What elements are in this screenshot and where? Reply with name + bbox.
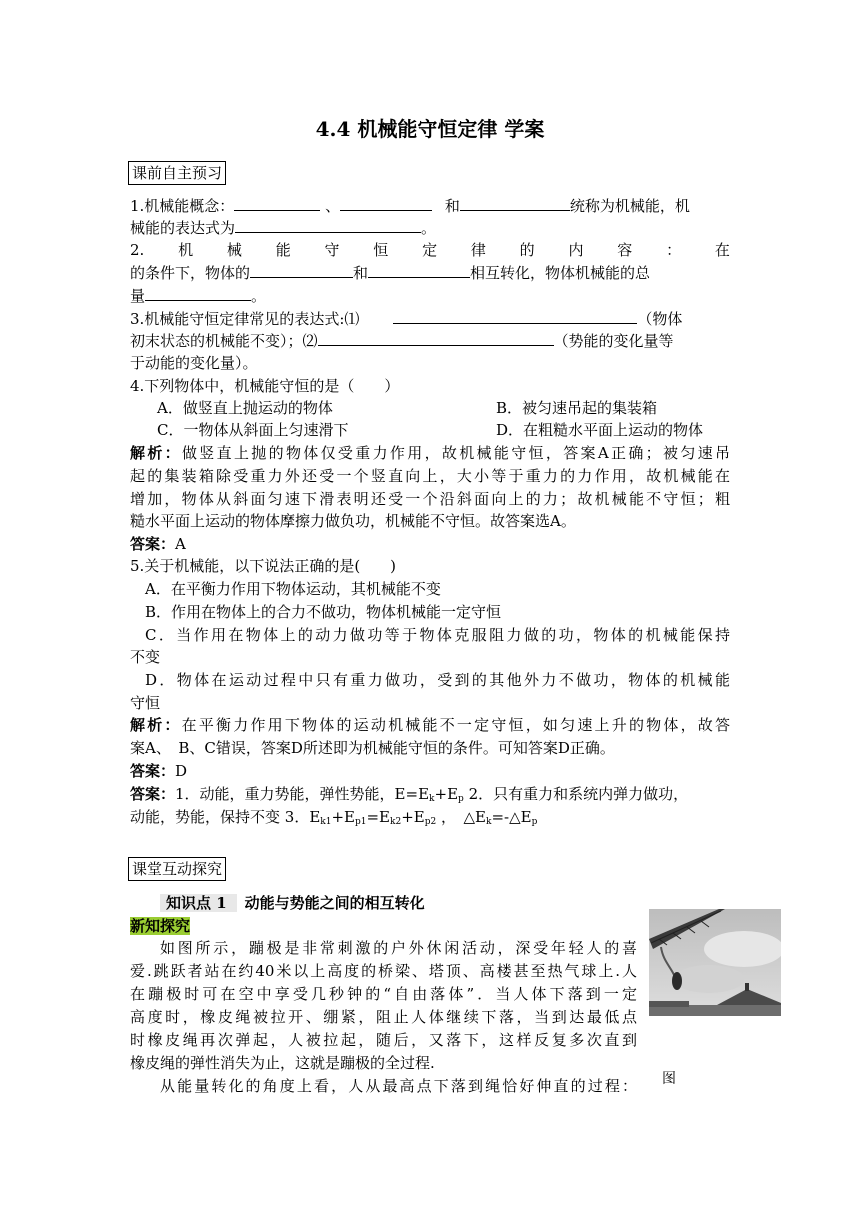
para1-line4: 高度时，橡皮绳被拉开、绷紧，阻止人体继续下落，当到达最低点 bbox=[130, 1008, 637, 1026]
blank bbox=[235, 217, 421, 233]
blank bbox=[340, 195, 432, 211]
q5-answer: 答案：D bbox=[130, 762, 188, 780]
figure-caption: 图 bbox=[662, 1071, 676, 1087]
para1-line6: 橡皮绳的弹性消失为止，这就是蹦极的全过程. bbox=[130, 1054, 435, 1072]
q4-option-c: C．一物体从斜面上匀速滑下 bbox=[157, 421, 349, 439]
blank bbox=[460, 195, 570, 211]
blank bbox=[250, 262, 353, 278]
blank bbox=[368, 262, 470, 278]
q4-analysis-line3: 增加，物体从斜面匀速下滑表明还受一个沿斜面向上的力；故机械能不守恒；粗 bbox=[130, 490, 730, 508]
para1-line1: 如图所示，蹦极是非常刺激的户外休闲活动，深受年轻人的喜 bbox=[160, 939, 637, 957]
q4-stem: 4.下列物体中，机械能守恒的是（ ） bbox=[130, 377, 400, 395]
answers-line2: 动能，势能，保持不变 3．$E_{k1}+E_{p1}=E_{k2}+E_{p2}$ ， $\triangle E_k=-\triangle E_p$ bbox=[130, 808, 538, 827]
section-label-preview: 课前自主预习 bbox=[128, 161, 226, 185]
q4-analysis-line2: 起的集装箱除受重力外还受一个竖直向上，大小等于重力的力作用，故机械能在 bbox=[130, 467, 730, 485]
section-label-classroom: 课堂互动探究 bbox=[128, 857, 226, 881]
q3-line3: 于动能的变化量）。 bbox=[130, 354, 258, 372]
q5-option-b: B．作用在物体上的合力不做功，物体机械能一定守恒 bbox=[145, 603, 502, 621]
q5-stem: 5.关于机械能，以下说法正确的是( ) bbox=[130, 557, 397, 575]
q4-answer: 答案：A bbox=[130, 535, 186, 553]
q5-option-c-line2: 不变 bbox=[130, 648, 161, 666]
q5-option-d-line2: 守恒 bbox=[130, 694, 161, 712]
q4-option-a: A．做竖直上抛运动的物体 bbox=[157, 399, 333, 417]
para1-line3: 在蹦极时可在空中享受几秒钟的“自由落体”．当人体下落到一定 bbox=[130, 985, 637, 1003]
q1-line2: 械能的表达式为 。 bbox=[130, 219, 437, 237]
q5-option-c-line1: C．当作用在物体上的动力做功等于物体克服阻力做的功，物体的机械能保持 bbox=[145, 626, 730, 644]
blank bbox=[234, 195, 320, 211]
q5-analysis-line2: 案A、 B、C错误，答案D所述即为机械能守恒的条件。可知答案D正确。 bbox=[130, 739, 615, 757]
q3-line2: 初末状态的机械能不变）；⑵ （势能的变化量等 bbox=[130, 332, 674, 350]
blank bbox=[318, 330, 554, 346]
para1-line2: 爱.跳跃者站在约40米以上高度的桥梁、塔顶、高楼甚至热气球上.人 bbox=[130, 962, 637, 980]
bungee-photo bbox=[649, 909, 781, 1016]
q5-analysis-line1: 解析：在平衡力作用下物体的运动机械能不一定守恒，如匀速上升的物体，故答 bbox=[130, 716, 730, 734]
knowledge-point-heading: 知识点 1 动能与势能之间的相互转化 bbox=[160, 892, 560, 914]
q4-analysis-line4: 糙水平面上运动的物体摩擦力做负功，机械能不守恒。故答案选A。 bbox=[130, 512, 576, 530]
new-explore-label: 新知探究 bbox=[130, 917, 191, 935]
q4-option-b: B．被匀速吊起的集装箱 bbox=[496, 399, 658, 417]
q4-option-d: D．在粗糙水平面上运动的物体 bbox=[496, 421, 704, 439]
page-title: 4.4 机械能守恒定律 学案 bbox=[315, 117, 545, 141]
blank bbox=[393, 308, 637, 324]
q5-option-d-line1: D．物体在运动过程中只有重力做功，受到的其他外力不做功，物体的机械能 bbox=[145, 671, 730, 689]
q3-line1: 3.机械能守恒定律常见的表达式:⑴ （物体 bbox=[130, 310, 683, 328]
q2-line1: 2. 机 械 能 守 恒 定 律 的 内 容 ： 在 bbox=[130, 241, 730, 259]
blank bbox=[145, 285, 251, 301]
para1-line5: 时橡皮绳再次弹起，人被拉起，随后，又落下，这样反复多次直到 bbox=[130, 1031, 637, 1049]
q5-option-a: A．在平衡力作用下物体运动，其机械能不变 bbox=[145, 580, 441, 598]
answers-line1: 答案：1．动能，重力势能，弹性势能，$E=E_k+E_p$ 2．只有重力和系统内弹力做功， bbox=[130, 785, 689, 804]
para2-line1: 从能量转化的角度上看，人从最高点下落到绳恰好伸直的过程： bbox=[160, 1077, 637, 1095]
bungee-illustration bbox=[649, 909, 781, 1016]
q2-line3: 量 。 bbox=[130, 287, 267, 305]
q4-analysis-line1: 解析：做竖直上抛的物体仅受重力作用，故机械能守恒，答案A正确；被匀速吊 bbox=[130, 444, 730, 462]
q2-line2: 的条件下，物体的 和 相互转化，物体机械能的总 bbox=[130, 264, 651, 282]
q1-line1: 1.机械能概念： 、 和 统称为机械能，机 bbox=[130, 197, 690, 215]
